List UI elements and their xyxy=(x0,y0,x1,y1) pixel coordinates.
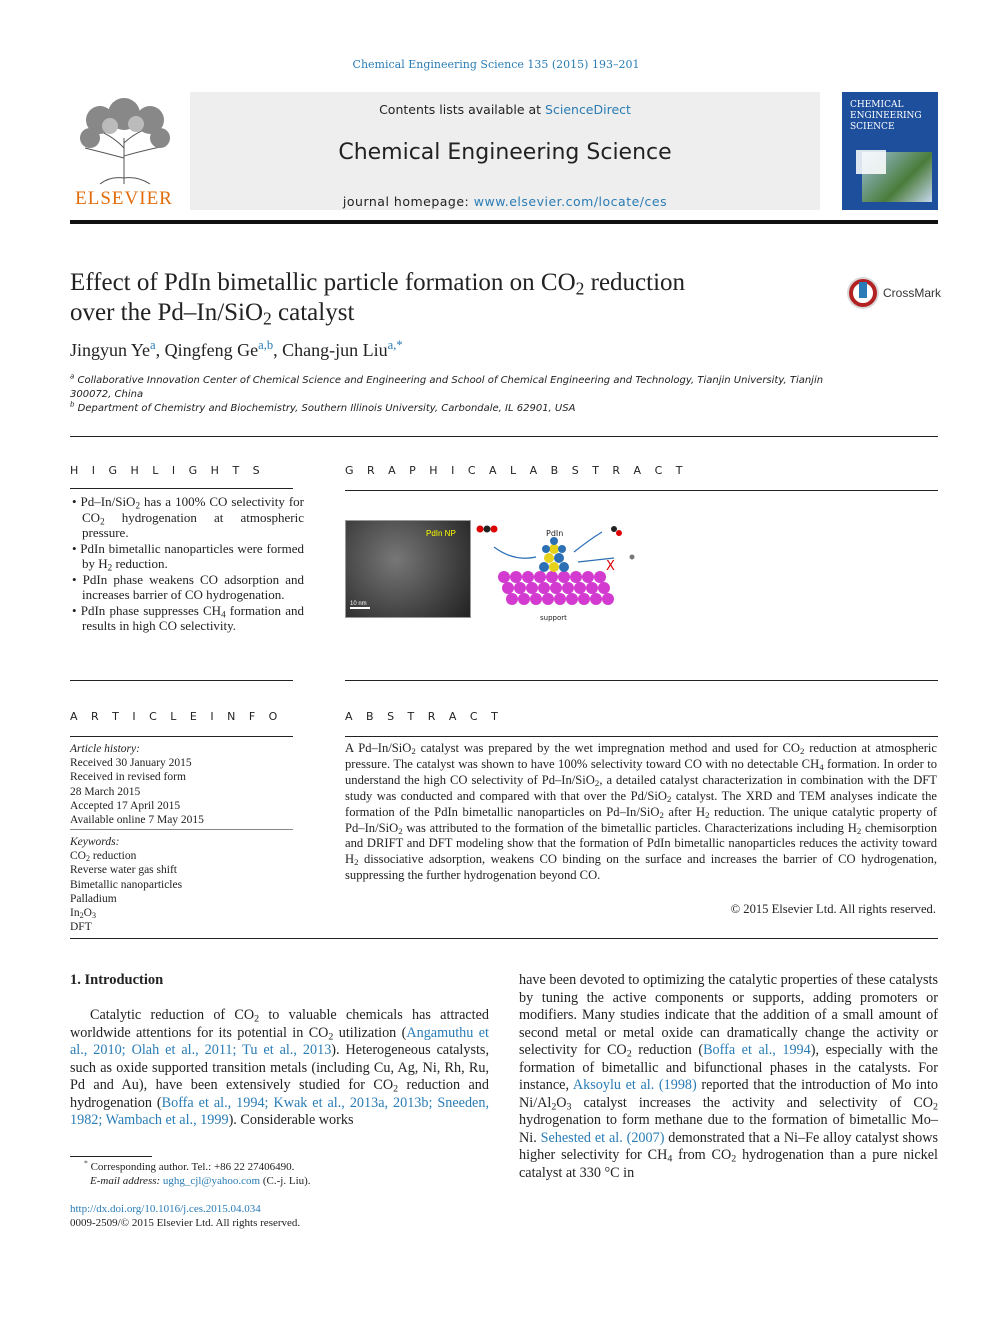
cover-title-3: SCIENCE xyxy=(850,122,895,132)
tem-image xyxy=(345,520,471,618)
history-line: Received in revised form xyxy=(70,771,186,784)
homepage-prefix: journal homepage: xyxy=(342,194,474,209)
cover-title-1: CHEMICAL xyxy=(850,100,904,110)
citation-link[interactable]: Sehested et al. (2007) xyxy=(540,1129,665,1146)
intro-paragraph: Catalytic reduction of $CO_2$ to valuable chemicals has attracted worldwide attentions for its potential in $CO_2$ utilization (Angamuthu et al., 2010; Olah et al., 2011; Tu et al., 2013). Heterogeneous catalysts, such as oxide supported transition metals (including Cu, Ag, Ni, Rh, Ru, Pd and Au), have been extensively studied for $CO_2$ reduction and hydrogenation (Boffa et al., 1994; Kwak et al., 2013a, 2013b; Sneeden, 1982; Wambach et al., 1999). Considerable works xyxy=(70,1007,490,1128)
keywords xyxy=(70,835,292,934)
crossmark-icon xyxy=(846,276,880,310)
affiliation-a-mark: a xyxy=(70,372,75,381)
graphical-rule-top xyxy=(345,490,938,491)
journal-name: Chemical Engineering Science xyxy=(338,140,672,165)
doi-link[interactable]: http://dx.doi.org/10.1016/j.ces.2015.04.034 xyxy=(70,1203,261,1215)
keyword-item: Bimetallic nanoparticles xyxy=(70,878,183,891)
intro-heading: 1. Introduction xyxy=(70,972,164,988)
corresponding-author-note: * Corresponding author. Tel.: +86 22 27406490. xyxy=(84,1158,295,1173)
highlight-item: • PdIn phase weakens CO adsorption and increases barrier of CO hydrogenation. xyxy=(72,571,304,602)
header-rule xyxy=(70,220,938,224)
author-3-affil[interactable]: a,* xyxy=(387,338,403,352)
frontmatter-rule xyxy=(70,938,938,939)
homepage-link[interactable]: www.elsevier.com/locate/ces xyxy=(473,194,668,209)
author-2-affil[interactable]: a,b xyxy=(258,338,274,352)
author-1-affil[interactable]: a xyxy=(150,338,156,352)
publisher-name: ELSEVIER xyxy=(75,188,173,209)
highlights-heading: H I G H L I G H T S xyxy=(70,464,265,477)
tem-label: PdIn NP xyxy=(426,529,456,538)
copyright: © 2015 Elsevier Ltd. All rights reserved. xyxy=(730,902,936,916)
support-label: support xyxy=(540,614,567,622)
email-suffix: (C.-j. Liu). xyxy=(260,1175,311,1187)
author-2[interactable]: Qingfeng Ge xyxy=(164,340,259,360)
keyword-item: Palladium xyxy=(70,892,117,905)
contents-prefix: Contents lists available at xyxy=(379,102,546,117)
journal-cover xyxy=(842,92,938,210)
citation-link[interactable]: Boffa et al., 1994 xyxy=(703,1042,811,1058)
citation-link[interactable]: Boffa et al., 1994; Kwak et al., 2013a, 2013b; Sneeden, 1982; Wambach et al., 1999 xyxy=(70,1094,489,1128)
highlight-item: • Pd–In/SiO$_2$ has a 100% CO selectivity for $CO_2$ hydrogenation at atmospheric pressure. xyxy=(72,494,305,540)
keywords-label: Keywords: xyxy=(70,836,120,848)
citation-link[interactable]: Angamuthu et al., 2010; Olah et al., 2011; Tu et al., 2013 xyxy=(70,1024,489,1058)
title-line-1: Effect of PdIn bimetallic particle formation on CO xyxy=(70,269,576,296)
highlights-list xyxy=(70,494,304,634)
issn-line: 0009-2509/© 2015 Elsevier Ltd. All rights reserved. xyxy=(70,1217,301,1229)
title-line-2: over the Pd–In/SiO xyxy=(70,299,264,326)
article-info-heading: A R T I C L E I N F O xyxy=(70,710,283,723)
history-line: Available online 7 May 2015 xyxy=(70,814,204,827)
corresponding-text: Corresponding author. Tel.: +86 22 27406490. xyxy=(90,1161,295,1173)
author-3[interactable]: Chang-jun Liu xyxy=(282,340,388,360)
article-history xyxy=(70,742,292,827)
elsevier-logo xyxy=(70,98,178,210)
email-link[interactable]: ughg_cjl@yahoo.com xyxy=(162,1175,261,1187)
author-list: Jingyun Ye$^a$, Qingfeng Ge$^{a,b}$, Chang-jun Liu$^{a,*}$ xyxy=(70,338,403,360)
abstract-rule xyxy=(345,736,938,737)
keyword-item: $CO_2$ reduction xyxy=(70,850,137,864)
journal-banner xyxy=(190,92,820,210)
affiliation-a-text: Collaborative Innovation Center of Chemical Science and Engineering and School of Chemical Engineering and Technology, Tianjin University, Tianjin 300072, China xyxy=(70,375,824,400)
article-info-rule xyxy=(70,736,293,737)
highlight-item: • PdIn bimetallic nanoparticles were formed by $H_2$ reduction. xyxy=(72,540,304,573)
intro-column-left xyxy=(70,1007,489,1130)
email-label: E-mail address: xyxy=(90,1175,163,1187)
affiliation-rule xyxy=(70,436,938,437)
history-line: Received 30 January 2015 xyxy=(70,757,192,770)
affiliation-b-text: Department of Chemistry and Biochemistry, Southern Illinois University, Carbondale, IL 62901, USA xyxy=(77,403,576,414)
highlights-rule-top xyxy=(70,488,293,489)
keyword-item: $In_2O_3$ xyxy=(70,907,96,921)
abstract-heading: A B S T R A C T xyxy=(345,710,503,723)
cluster-label: PdIn xyxy=(546,529,564,538)
history-rule xyxy=(70,829,293,830)
tem-scale-bar xyxy=(350,607,370,609)
history-line: 28 March 2015 xyxy=(70,785,141,798)
sciencedirect-link[interactable]: ScienceDirect xyxy=(545,102,631,117)
intro-paragraph-cont: have been devoted to optimizing the catalytic properties of these catalysts by tuning the active components or supports, adding promoters or modifiers. Many studies indicate that the addition of a small amount of second metal or metal oxide can dramatically change the activity or selectivity for $CO_2$ reduction (Boffa et al., 1994), especially with the formation of bimetallic and bifunctional phases in the catalysts. For instance, Aksoylu et al. (1998) reported that the introduction of Mo into $Ni/Al_2O_3$ catalyst increases the activity and selectivity of $CO_2$ hydrogenation to form methane due to the formation of bimetallic Mo–Ni. Sehested et al. (2007) demonstrated that a Ni–Fe alloy catalyst shows higher selectivity for $CH_4$ from $CO_2$ hydrogenation than a pure nickel catalyst at 330 °C in xyxy=(519,972,939,1181)
highlight-item: • PdIn phase suppresses $CH_4$ formation and results in high CO selectivity. xyxy=(72,602,304,633)
title-line-2-end: catalyst xyxy=(271,299,355,326)
crossmark-badge[interactable] xyxy=(846,276,941,310)
intro-column-right xyxy=(519,972,938,1182)
footnote-rule xyxy=(70,1156,152,1157)
keyword-item: DFT xyxy=(70,921,92,934)
tem-scale-label: 10 nm xyxy=(350,601,367,607)
cover-title-2: ENGINEERING xyxy=(850,111,922,121)
graphical-abstract-heading: G R A P H I C A L A B S T R A C T xyxy=(345,464,688,477)
affiliation-b xyxy=(70,402,830,416)
email-note xyxy=(90,1174,490,1188)
title-sub-1: 2 xyxy=(575,278,585,299)
abstract-text: A Pd–In/SiO$_2$ catalyst was prepared by the wet impregnation method and used for $CO_2$ reduction at atmospheric pressure. The catalyst was shown to have 100% selectivity toward CO with no detectable $CH_4$ formation. In order to understand the high CO selectivity of Pd–In/SiO$_2$, a detailed catalyst characterization in combination with the DFT study was conducted and compared with that over the Pd/SiO$_2$ catalyst. The XRD and TEM analyses indicate the formation of the PdIn bimetallic nanoparticles on Pd–In/SiO$_2$ after $H_2$ reduction. The unique catalytic property of Pd–In/SiO$_2$ was attributed to the formation of the bimetallic particles. Characterizations including $H_2$ chemisorption and DRIFT and DFT modeling show that the formation of PdIn bimetallic nanoparticles reduces the activity toward $H_2$ dissociative adsorption, weakens CO binding on the surface and increases the barrier of CO hydrogenation, suppressing the further hydrogenation beyond CO. xyxy=(345,741,938,883)
author-1[interactable]: Jingyun Ye xyxy=(70,340,151,360)
affiliation-a xyxy=(70,374,830,402)
highlights-rule-bottom xyxy=(70,680,293,681)
journal-reference[interactable]: Chemical Engineering Science 135 (2015) 193–201 xyxy=(352,58,640,71)
history-line: Accepted 17 April 2015 xyxy=(70,799,181,812)
graphical-rule-bottom xyxy=(345,680,938,681)
title-sub-2: 2 xyxy=(263,308,272,329)
title-line-1-end: reduction xyxy=(584,269,686,296)
affiliation-b-mark: b xyxy=(70,400,75,409)
mechanism-diagram xyxy=(474,522,644,626)
article-title xyxy=(70,268,810,328)
svg-text:X: X xyxy=(606,559,615,574)
history-label: Article history: xyxy=(70,743,140,755)
citation-link[interactable]: Aksoylu et al. (1998) xyxy=(572,1077,697,1093)
keyword-item: Reverse water gas shift xyxy=(70,864,177,877)
crossmark-label: CrossMark xyxy=(883,286,942,300)
